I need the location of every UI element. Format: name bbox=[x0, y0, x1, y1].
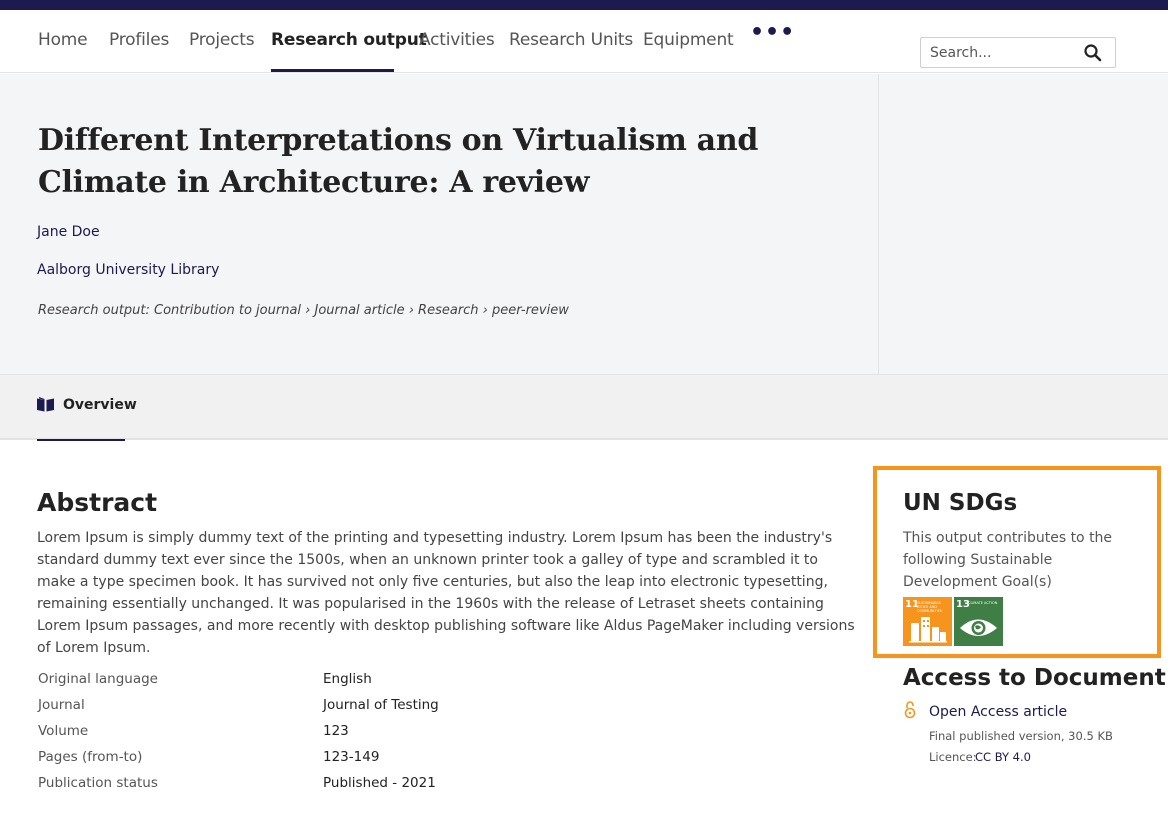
detail-label: Journal bbox=[38, 697, 85, 713]
nav-projects[interactable]: Projects bbox=[189, 30, 255, 50]
sdg-caption: CLIMATE ACTION bbox=[968, 601, 998, 605]
active-nav-underline bbox=[271, 69, 394, 72]
sdg-number: 13 bbox=[956, 599, 970, 610]
abstract-heading: Abstract bbox=[37, 488, 158, 517]
sdg-11-icon[interactable] bbox=[903, 597, 952, 646]
detail-label: Volume bbox=[38, 723, 89, 739]
search-box bbox=[920, 37, 1116, 68]
nav-equipment[interactable]: Equipment bbox=[643, 30, 734, 50]
tab-overview-label: Overview bbox=[63, 397, 137, 413]
search-icon[interactable] bbox=[1083, 43, 1103, 63]
nav-profiles[interactable]: Profiles bbox=[109, 30, 170, 50]
detail-label: Original language bbox=[38, 671, 158, 687]
document-version: Final published version, 30.5 KB bbox=[929, 729, 1113, 743]
author-link[interactable]: Jane Doe bbox=[37, 224, 100, 240]
climate-eye-icon bbox=[954, 597, 1003, 646]
detail-value: 123 bbox=[323, 723, 349, 739]
search-input[interactable] bbox=[921, 38, 1081, 67]
nav-research-output[interactable]: Research output bbox=[271, 30, 427, 50]
sdg-description: This output contributes to the following Sustainable Development Goal(s) bbox=[903, 530, 1113, 590]
tab-bar bbox=[0, 374, 1168, 440]
tab-overview[interactable] bbox=[37, 395, 137, 441]
licence-link[interactable]: CC BY 4.0 bbox=[975, 750, 1031, 764]
sdg-number: 11 bbox=[905, 599, 919, 610]
output-type-breadcrumb: Research output: Contribution to journal › Journal article › Research › peer-review bbox=[38, 303, 569, 318]
main-navigation bbox=[0, 10, 1168, 73]
sdg-heading: UN SDGs bbox=[903, 490, 1018, 516]
licence-label: Licence: bbox=[929, 750, 977, 764]
city-buildings-icon bbox=[903, 597, 952, 646]
open-access-icon bbox=[904, 701, 916, 719]
header-side-panel bbox=[878, 74, 1168, 374]
abstract-text: Lorem Ipsum is simply dummy text of the printing and typesetting industry. Lorem Ipsum has been the industry's standard dummy text ever since the 1500s, when an unknown printer took a galley of type and scrambled it to make a type specimen book. It has survived not only five centuries, but also the leap into electronic typesetting, remaining essentially unchanged. It was popularised in the 1960s with the release of Letraset sheets containing Lorem Ipsum passages, and more recently with desktop publishing software like Aldus PageMaker including versions of Lorem Ipsum. bbox=[37, 530, 855, 656]
book-open-icon bbox=[37, 397, 54, 412]
nav-home[interactable]: Home bbox=[38, 30, 88, 50]
open-access-link[interactable]: Open Access article bbox=[929, 704, 1068, 720]
organisation-link[interactable]: Aalborg University Library bbox=[37, 262, 220, 278]
top-brand-bar bbox=[0, 0, 1168, 10]
detail-label: Publication status bbox=[38, 775, 158, 791]
nav-more-icon[interactable]: ••• bbox=[750, 20, 796, 45]
detail-value: Published - 2021 bbox=[323, 775, 436, 791]
detail-label: Pages (from-to) bbox=[38, 749, 143, 765]
nav-research-units[interactable]: Research Units bbox=[509, 30, 634, 50]
detail-value: 123-149 bbox=[323, 749, 380, 765]
nav-activities[interactable]: Activities bbox=[419, 30, 495, 50]
sdg-13-icon[interactable] bbox=[954, 597, 1003, 646]
header-panel bbox=[0, 74, 878, 374]
page-title: Different Interpretations on Virtualism and Climate in Architecture: A review bbox=[38, 123, 759, 200]
detail-value: English bbox=[323, 671, 372, 687]
sdg-caption: SUSTAINABLE CITIES AND COMMUNITIES bbox=[917, 601, 943, 613]
detail-value: Journal of Testing bbox=[323, 697, 439, 713]
access-heading: Access to Document bbox=[903, 665, 1166, 691]
